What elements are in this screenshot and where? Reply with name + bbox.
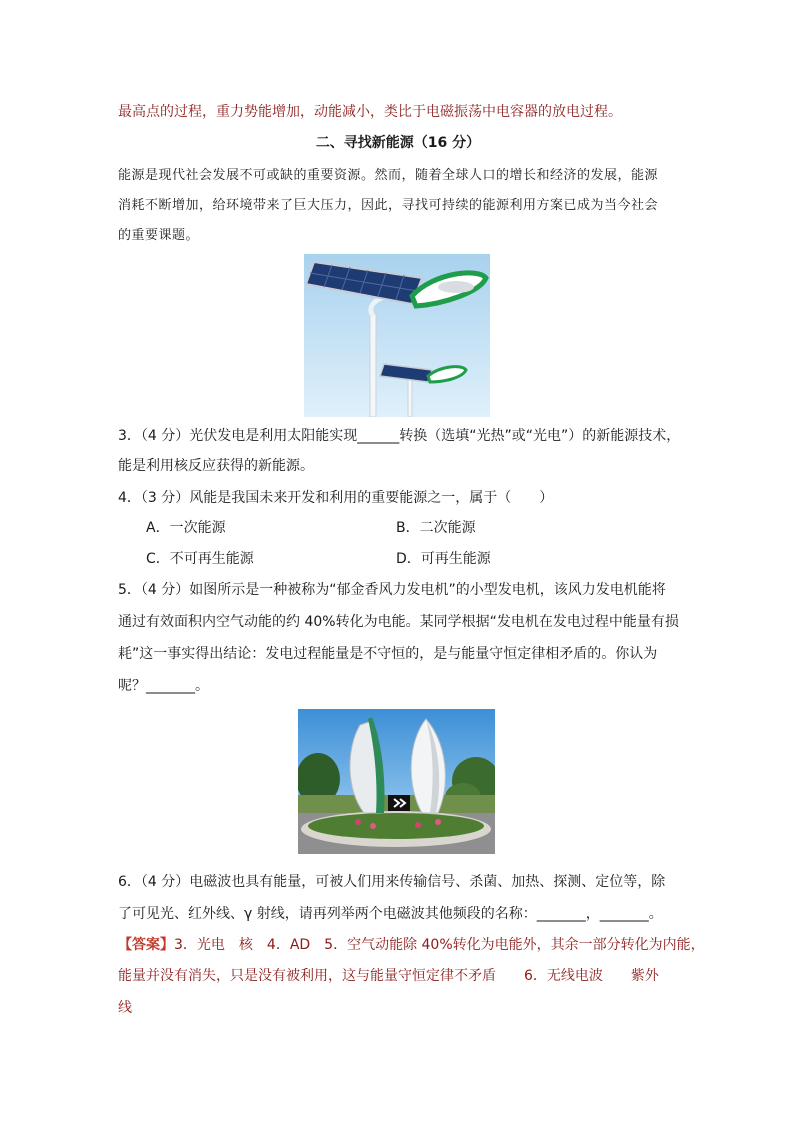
question-4-stem: 4．（3 分）风能是我国未来开发和利用的重要能源之一，属于（ ）: [118, 490, 554, 506]
paragraph-line-1: 能源是现代社会发展不可或缺的重要资源。然而，随着全球人口的增长和经济的发展，能源: [118, 168, 659, 183]
question-5-line-2: 通过有效面积内空气动能的约 40%转化为电能。某同学根据“发电机在发电过程中能量有损: [118, 614, 679, 630]
paragraph-line-3: 的重要课题。: [118, 228, 200, 243]
answer-label: 【答案】: [118, 937, 174, 953]
question-3-line-1: 3．（4 分）光伏发电是利用太阳能实现______转换（选填“光热”或“光电”）的新能源技术，: [118, 428, 681, 444]
question-4-option-b: B．二次能源: [396, 520, 476, 536]
answer-text-1: 3．光电 核 4．AD 5．空气动能除 40%转化为电能外，其余一部分转化为内能，: [174, 937, 705, 953]
question-4-option-c: C．不可再生能源: [146, 551, 254, 567]
question-6-line-2: 了可见光、红外线、γ 射线，请再列举两个电磁波其他频段的名称：_______，_______。: [118, 906, 663, 922]
section-title: 二、寻找新能源（16 分）: [315, 135, 481, 151]
question-5-line-1: 5．（4 分）如图所示是一种被称为“郁金香风力发电机”的小型发电机，该风力发电机能将: [118, 582, 666, 598]
question-6-line-1: 6．（4 分）电磁波也具有能量，可被人们用来传输信号、杀菌、加热、探测、定位等，除: [118, 874, 666, 890]
question-4-option-a: A．一次能源: [146, 520, 226, 536]
question-5-line-4: 呢？_______。: [118, 678, 209, 694]
question-5-line-3: 耗”这一事实得出结论：发电过程能量是不守恒的，是与能量守恒定律相矛盾的。你认为: [118, 646, 658, 662]
answer-line-2: 能量并没有消失，只是没有被利用，这与能量守恒定律不矛盾 6．无线电波 紫外: [118, 968, 659, 984]
question-4-option-d: D．可再生能源: [396, 551, 491, 567]
tulip-wind-turbine-icon: [298, 709, 495, 854]
question-3-line-2: 能是利用核反应获得的新能源。: [118, 458, 314, 474]
paragraph-line-2: 消耗不断增加，给环境带来了巨大压力，因此，寻找可持续的能源利用方案已成为当今社会: [118, 198, 659, 213]
intro-line: 最高点的过程，重力势能增加，动能减小，类比于电磁振荡中电容器的放电过程。: [118, 104, 622, 120]
tulip-wind-turbine-photo: [298, 709, 495, 854]
answer-line-1: [118, 935, 705, 955]
answer-line-3: 线: [118, 1000, 132, 1016]
solar-street-lamp-photo: [304, 254, 490, 417]
solar-street-lamp-icon: [304, 254, 490, 417]
